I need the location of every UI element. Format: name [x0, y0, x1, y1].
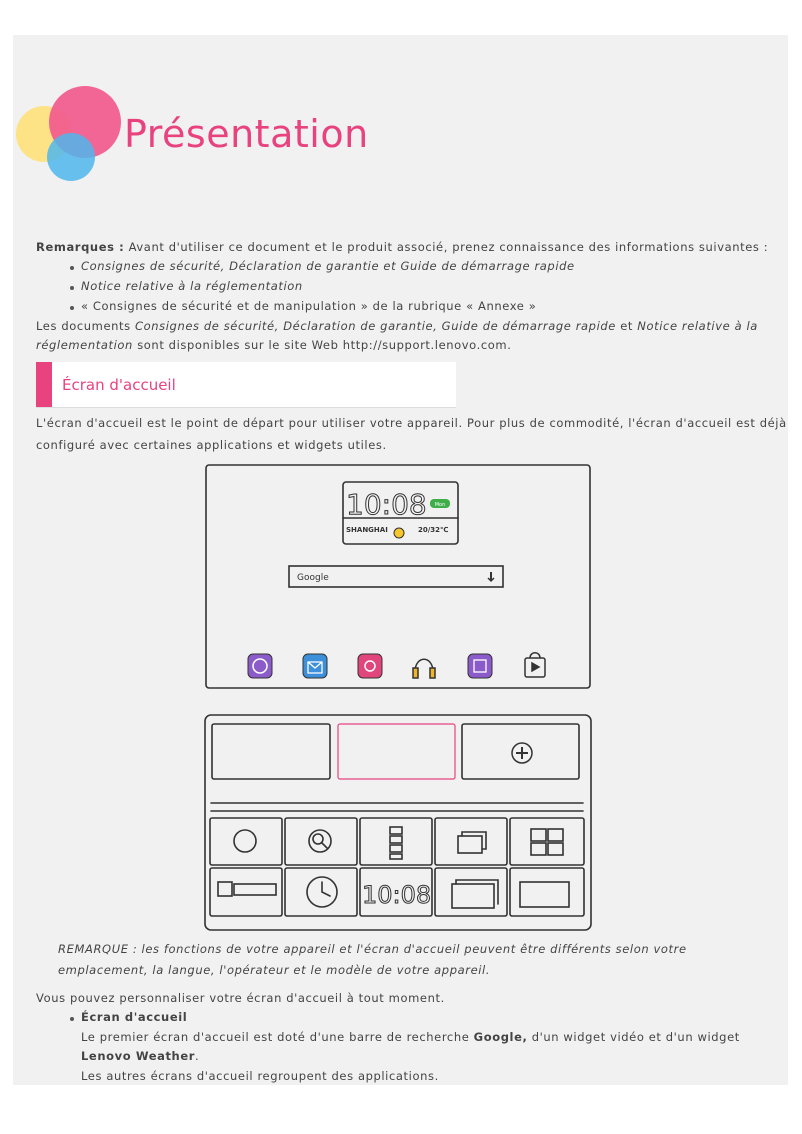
note-line-2: emplacement, la langue, l'opérateur et le modèle de votre appareil. — [58, 963, 491, 977]
add-panel — [462, 724, 579, 779]
note-line-1: REMARQUE : les fonctions de votre appareil et l'écran d'accueil peuvent être différents selon votre — [58, 942, 687, 956]
list-item: « Consignes de sécurité et de manipulation » de la rubrique « Annexe » — [81, 299, 537, 313]
docs-italic-3: réglementation — [36, 338, 133, 352]
city-text: SHANGHAI — [346, 526, 388, 534]
page-title: Présentation — [124, 112, 369, 156]
list-item: Notice relative à la réglementation — [81, 279, 303, 293]
section-paragraph-line-1: L'écran d'accueil est le point de départ pour utiliser votre appareil. Pour plus de commodité, l'écran d'accueil est déjà — [36, 416, 787, 430]
docs-prefix: Les documents — [36, 319, 131, 333]
docs-suffix: sont disponibles sur le site Web http://support.lenovo.com. — [137, 338, 512, 352]
custom-line-3: Les autres écrans d'accueil regroupent des applications. — [81, 1069, 439, 1083]
remarks-text: Avant d'utiliser ce document et le produit associé, prenez connaissance des informations suivantes : — [128, 240, 769, 254]
bullet-dot — [70, 1017, 74, 1021]
selected-panel — [338, 724, 455, 779]
temp-text: 20/32℃ — [418, 526, 449, 534]
bullet-title-bold: Écran d'accueil — [81, 1010, 188, 1024]
clock-time: 10:08 — [346, 488, 427, 521]
docs-and: et — [620, 319, 634, 333]
section-paragraph-line-2: configuré avec certaines applications et widgets utiles. — [36, 438, 387, 452]
remarks-label: Remarques : — [36, 240, 125, 254]
section-heading: Écran d'accueil — [62, 376, 176, 394]
line2-b: . — [195, 1049, 200, 1063]
line1-b: Google, — [473, 1030, 528, 1044]
custom-line-1 — [81, 1030, 740, 1045]
custom-bullet-title — [81, 1010, 187, 1025]
docs-italic-2: Notice relative à la — [637, 319, 758, 333]
search-text: Google — [297, 573, 329, 583]
line2-a: Lenovo Weather — [81, 1049, 196, 1063]
custom-line-2 — [81, 1049, 199, 1064]
tile-clock-text: 10:08 — [362, 881, 432, 909]
custom-text: Vous pouvez personnaliser votre écran d'accueil à tout moment. — [36, 991, 445, 1005]
docs-italic-1: Consignes de sécurité, Déclaration de garantie, Guide de démarrage rapide — [135, 319, 616, 333]
list-item: Consignes de sécurité, Déclaration de garantie et Guide de démarrage rapide — [81, 259, 575, 273]
empty-panel-1 — [212, 724, 330, 779]
line1-a: Le premier écran d'accueil est doté d'une barre de recherche — [81, 1030, 470, 1044]
day-text: Mon — [434, 502, 446, 508]
line1-c: d'un widget vidéo et d'un widget — [531, 1030, 740, 1044]
